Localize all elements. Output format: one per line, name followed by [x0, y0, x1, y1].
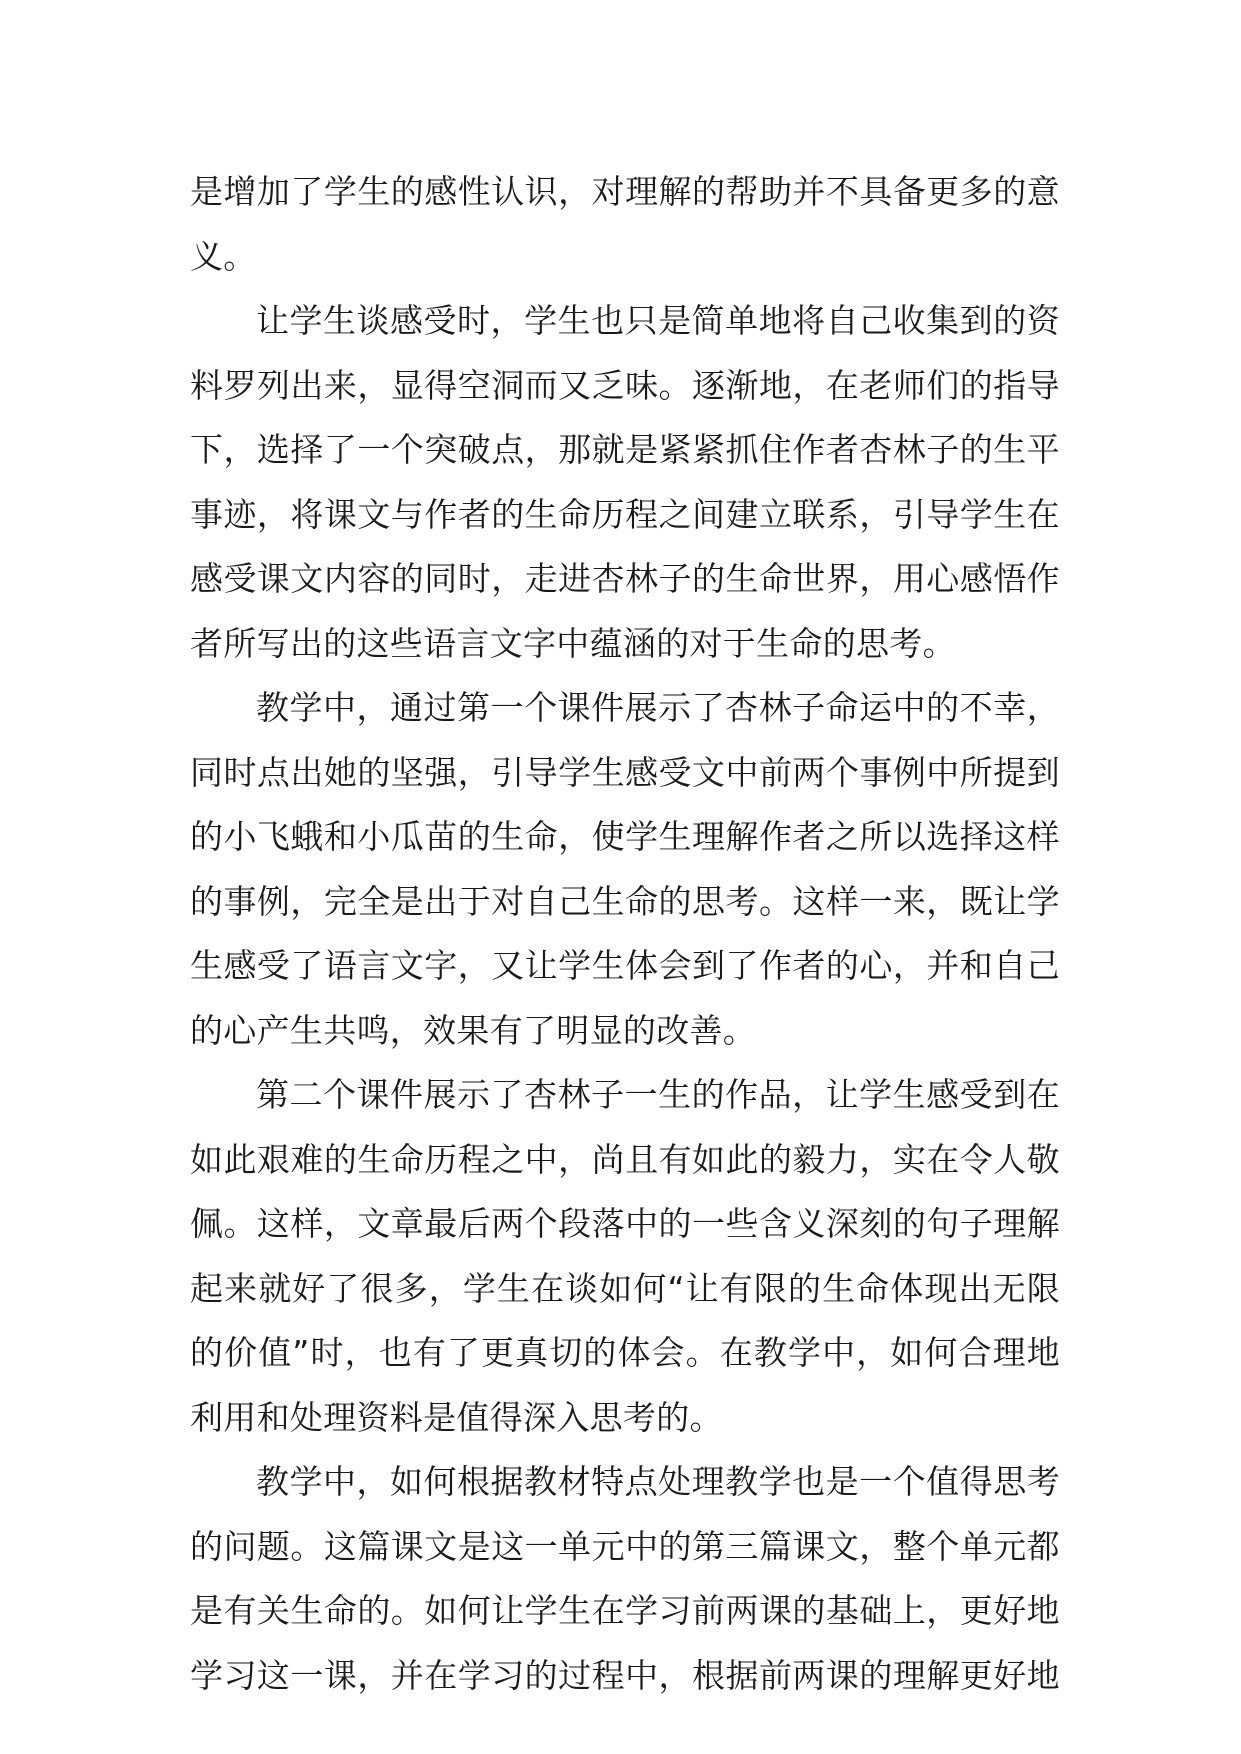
text-line: 同时点出她的坚强，引导学生感受文中前两个事例中所提到	[190, 752, 1060, 792]
text-line: 教学中，如何根据教材特点处理教学也是一个值得思考	[256, 1462, 1060, 1501]
paragraph	[190, 1450, 1060, 1708]
text-line: 让学生谈感受时，学生也只是简单地将自己收集到的资	[256, 301, 1060, 340]
text-line: 的问题。这篇课文是这一单元中的第三篇课文，整个单元都	[190, 1526, 1060, 1566]
text-line: 如此艰难的生命历程之中，尚且有如此的毅力，实在令人敬	[190, 1139, 1060, 1179]
text-line: 学习这一课，并在学习的过程中，根据前两课的理解更好地	[190, 1655, 1060, 1695]
text-line: 义。	[190, 236, 257, 276]
text-line: 利用和处理资料是值得深入思考的。	[190, 1397, 723, 1437]
text-line: 起来就好了很多，学生在谈如何“让有限的生命体现出无限	[190, 1268, 1060, 1308]
document-body	[190, 160, 1060, 1708]
text-line: 料罗列出来，显得空洞而又乏味。逐渐地，在老师们的指导	[190, 365, 1060, 405]
text-line: 事迹，将课文与作者的生命历程之间建立联系，引导学生在	[190, 494, 1060, 534]
paragraph	[190, 1063, 1060, 1450]
text-line: 的事例，完全是出于对自己生命的思考。这样一来，既让学	[190, 881, 1060, 921]
text-line: 的心产生共鸣，效果有了明显的改善。	[190, 1010, 757, 1050]
text-line: 下，选择了一个突破点，那就是紧紧抓住作者杏林子的生平	[190, 430, 1060, 469]
text-line: 佩。这样，文章最后两个段落中的一些含义深刻的句子理解	[190, 1204, 1060, 1243]
paragraph	[190, 676, 1060, 1063]
text-line: 感受课文内容的同时，走进杏林子的生命世界，用心感悟作	[190, 559, 1060, 598]
paragraph	[190, 160, 1060, 289]
paragraph	[190, 289, 1060, 676]
text-line: 第二个课件展示了杏林子一生的作品，让学生感受到在	[256, 1075, 1060, 1114]
text-line: 的价值”时，也有了更真切的体会。在教学中，如何合理地	[190, 1333, 1060, 1372]
text-line: 的小飞蛾和小瓜苗的生命，使学生理解作者之所以选择这样	[190, 817, 1060, 856]
text-line: 是增加了学生的感性认识，对理解的帮助并不具备更多的意	[190, 172, 1060, 211]
text-line: 是有关生命的。如何让学生在学习前两课的基础上，更好地	[190, 1591, 1060, 1630]
text-line: 教学中，通过第一个课件展示了杏林子命运中的不幸，	[256, 688, 1060, 727]
text-line: 者所写出的这些语言文字中蕴涵的对于生命的思考。	[190, 623, 956, 663]
text-line: 生感受了语言文字，又让学生体会到了作者的心，并和自己	[190, 946, 1060, 985]
